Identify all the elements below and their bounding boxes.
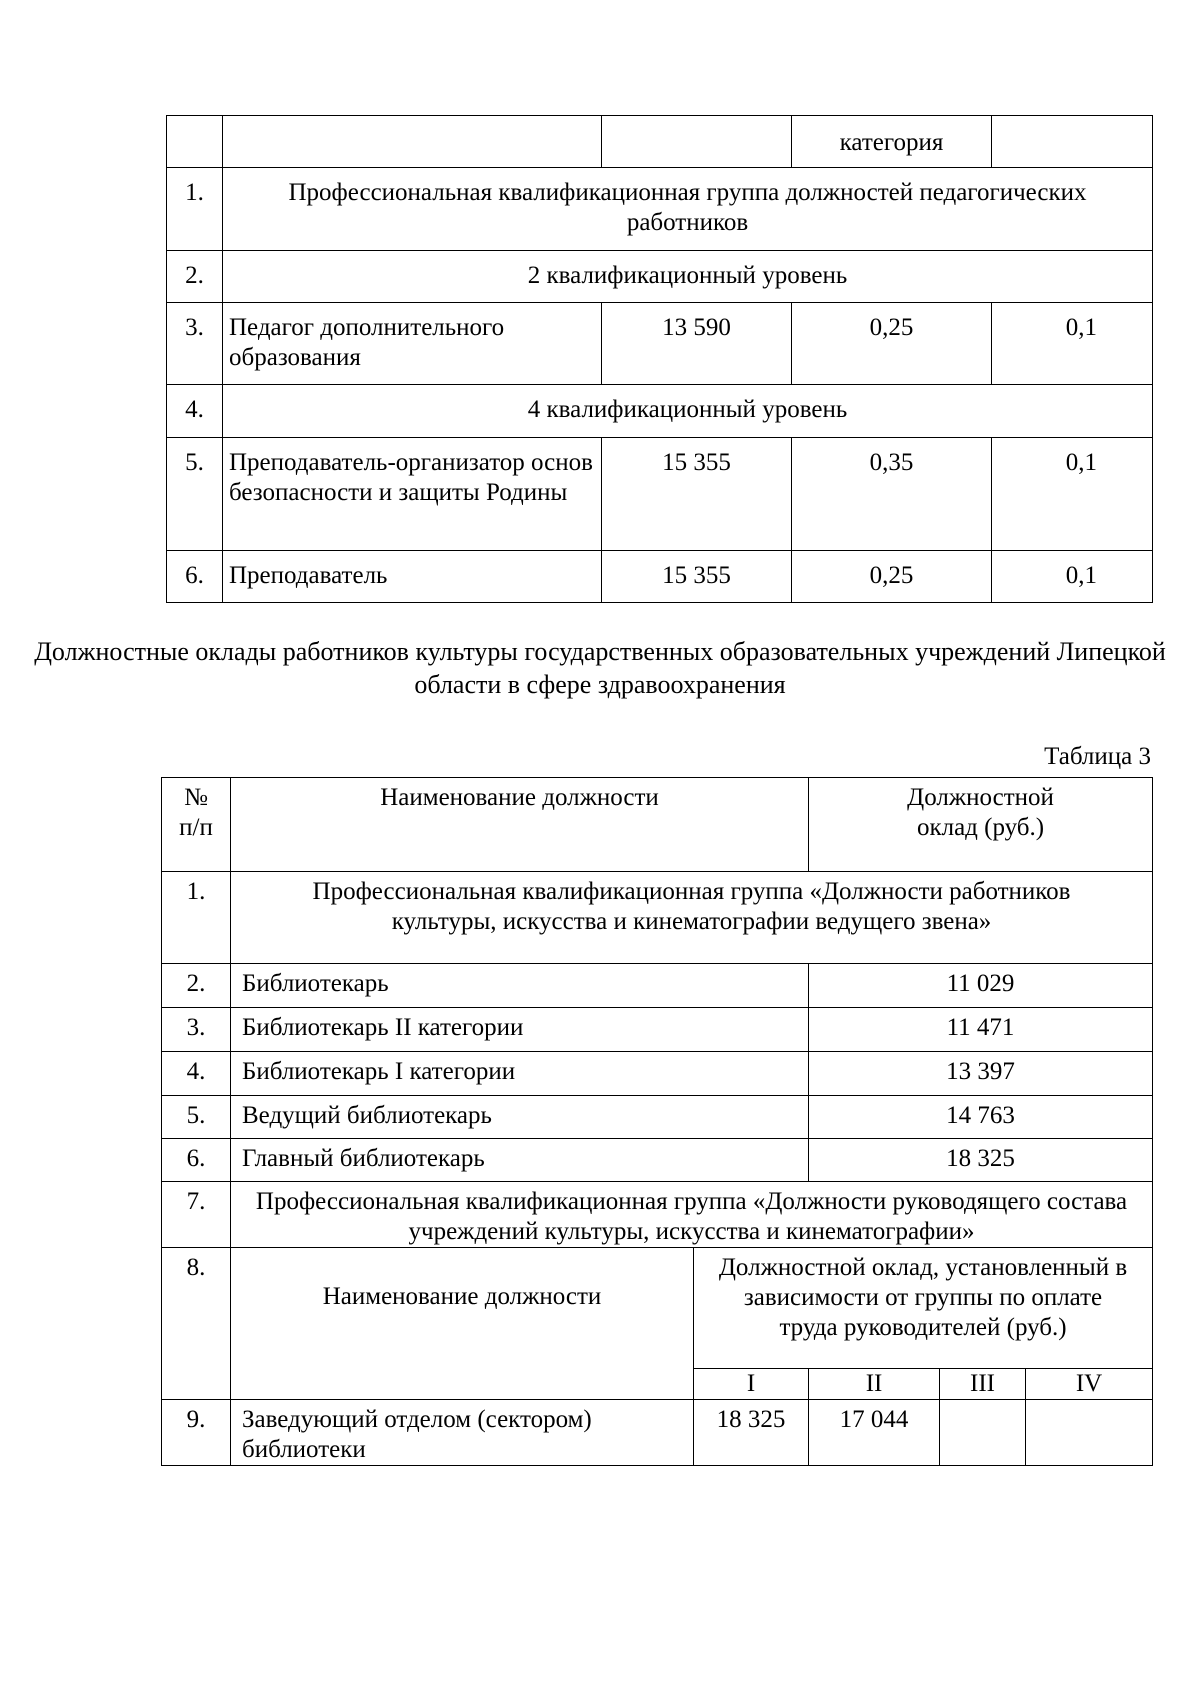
salary-group-2: 17 044 (809, 1400, 940, 1466)
table-row (162, 1052, 1153, 1096)
salary-value: 18 325 (809, 1139, 1153, 1182)
coefficient-1: 0,35 (792, 438, 992, 551)
table-teacher-salaries (166, 115, 1153, 603)
group-title: Профессиональная квалификационная группа должностей педагогических работников (223, 168, 1153, 251)
position-name: Заведующий отделом (сектором) библиотеки (231, 1400, 694, 1466)
row-number: 2. (162, 964, 231, 1008)
group-col-1: I (694, 1369, 809, 1400)
level-title: 4 квалификационный уровень (223, 385, 1153, 438)
table-row (167, 551, 1153, 603)
position-name: Ведущий библиотекарь (231, 1096, 809, 1139)
salary-value: 13 590 (602, 303, 792, 385)
subheader-salary: Должностной оклад, установленный в зависимости от группы по оплате труда руководителей (руб.) (694, 1248, 1153, 1369)
salary-value: 13 397 (809, 1052, 1153, 1096)
subheader-position: Наименование должности (231, 1248, 694, 1400)
table-row (162, 1008, 1153, 1052)
table-label: Таблица 3 (1044, 743, 1151, 770)
table-row (162, 1182, 1153, 1248)
row-number: 5. (162, 1096, 231, 1139)
col-header-salary: Должностной оклад (руб.) (809, 778, 1153, 872)
salary-value: 11 471 (809, 1008, 1153, 1052)
table-row (167, 168, 1153, 251)
table-row (167, 251, 1153, 303)
position-name: Библиотекарь (231, 964, 809, 1008)
coefficient-2: 0,1 (992, 303, 1153, 385)
row-number: 8. (162, 1248, 231, 1400)
table-row (167, 438, 1153, 551)
position-name: Преподаватель-организатор основ безопасности и защиты Родины (223, 438, 602, 551)
coefficient-1: 0,25 (792, 551, 992, 603)
row-number: 6. (167, 551, 223, 603)
row-number: 4. (162, 1052, 231, 1096)
row-number: 3. (167, 303, 223, 385)
row-number: 2. (167, 251, 223, 303)
header-cell: категория (792, 116, 992, 168)
group-col-3: III (940, 1369, 1026, 1400)
row-number: 5. (167, 438, 223, 551)
position-name: Библиотекарь I категории (231, 1052, 809, 1096)
row-number: 1. (162, 872, 231, 964)
section-heading: Должностные оклады работников культуры государственных образовательных учреждений Липецкой области в сфере здравоохранения (34, 637, 1166, 699)
table-header-row (162, 778, 1153, 872)
salary-group-3 (940, 1400, 1026, 1466)
table-row (162, 872, 1153, 964)
table-row (162, 1096, 1153, 1139)
position-name: Библиотекарь II категории (231, 1008, 809, 1052)
table-row (162, 964, 1153, 1008)
salary-value: 15 355 (602, 438, 792, 551)
row-number: 6. (162, 1139, 231, 1182)
position-name: Педагог дополнительного образования (223, 303, 602, 385)
salary-value: 14 763 (809, 1096, 1153, 1139)
row-number: 7. (162, 1182, 231, 1248)
table-row (162, 1400, 1153, 1466)
row-number: 1. (167, 168, 223, 251)
salary-group-4 (1026, 1400, 1153, 1466)
row-number: 4. (167, 385, 223, 438)
col-header-position: Наименование должности (231, 778, 809, 872)
table-subheader-row (162, 1248, 1153, 1369)
salary-value: 11 029 (809, 964, 1153, 1008)
row-number: 3. (162, 1008, 231, 1052)
col-header-number: № п/п (162, 778, 231, 872)
row-number: 9. (162, 1400, 231, 1466)
table-culture-salaries (161, 777, 1153, 1466)
group-title: Профессиональная квалификационная группа «Должности руководящего состава учреждений культуры, искусства и кинематографии» (231, 1182, 1153, 1248)
coefficient-2: 0,1 (992, 551, 1153, 603)
level-title: 2 квалификационный уровень (223, 251, 1153, 303)
position-name: Преподаватель (223, 551, 602, 603)
table-row (167, 116, 1153, 168)
position-name: Главный библиотекарь (231, 1139, 809, 1182)
table-row (162, 1139, 1153, 1182)
salary-value: 15 355 (602, 551, 792, 603)
group-col-2: II (809, 1369, 940, 1400)
table-row (167, 303, 1153, 385)
table-row (167, 385, 1153, 438)
coefficient-2: 0,1 (992, 438, 1153, 551)
group-col-4: IV (1026, 1369, 1153, 1400)
coefficient-1: 0,25 (792, 303, 992, 385)
salary-group-1: 18 325 (694, 1400, 809, 1466)
group-title: Профессиональная квалификационная группа «Должности работников культуры, искусства и кинематографии ведущего звена» (231, 872, 1153, 964)
